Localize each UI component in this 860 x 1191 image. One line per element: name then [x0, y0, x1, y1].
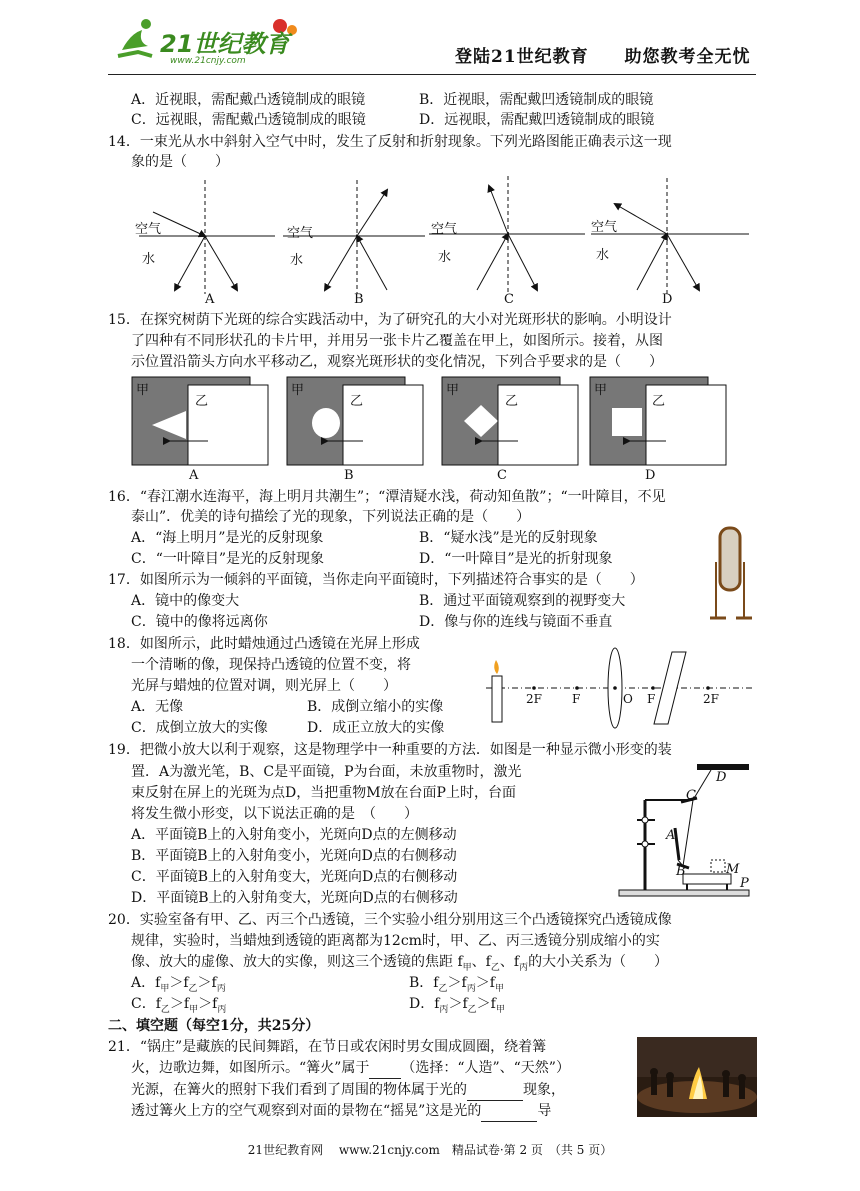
q15-yi-d: 乙 — [652, 394, 666, 409]
q13-option-d: D．远视眼，需配戴凹透镜制成的眼镜 — [419, 112, 655, 128]
header-divider — [108, 74, 756, 75]
q18-axis-o: O — [623, 692, 633, 706]
q14-air-label-c: 空气 — [431, 222, 458, 237]
q19-option-d: D．平面镜B上的入射角变大，光斑向D点的右侧移动 — [131, 890, 458, 906]
q20-opt-a-s1: 甲 — [160, 983, 170, 994]
q20-stem-line1: 20．实验室备有甲、乙、丙三个凸透镜，三个实验小组分别用这三个凸透镜探究凸透镜成像 — [108, 912, 672, 928]
q20-opt-b-f3: f — [489, 975, 495, 991]
q20-opt-b-s1: 乙 — [438, 983, 448, 994]
q20-opt-a-gt2: ＞ — [197, 975, 212, 991]
logo-text: 21世纪教育 — [160, 30, 290, 58]
q21-stem-line2 — [131, 1058, 570, 1079]
q19-stem-line4: 将发生微小形变，以下说法正确的是 （ ） — [131, 806, 418, 822]
q21-line2-text: 火，边歌边舞，如图所示。“篝火”属于 — [131, 1060, 370, 1076]
logo-url: www.21cnjy.com — [170, 56, 246, 66]
q21-line4-tail: 导 — [537, 1103, 552, 1119]
q20-opt-c-f1: f — [155, 996, 161, 1012]
q18-option-b: B．成倒立缩小的实像 — [307, 699, 444, 715]
q15-jia-b: 甲 — [291, 383, 305, 398]
q20-opt-b-f2: f — [461, 975, 467, 991]
q16-option-d: D．“一叶障目”是光的折射现象 — [419, 551, 613, 567]
q18-option-c: C．成倒立放大的实像 — [131, 720, 268, 736]
slogan-right: 助您教考全无忧 — [624, 47, 751, 67]
q20-opt-d-s1: 丙 — [439, 1004, 449, 1015]
q20-opt-b-s2: 丙 — [466, 983, 476, 994]
tilted-mirror-figure — [706, 522, 756, 626]
q14-diagram-a — [139, 180, 275, 294]
q14-air-label-b: 空气 — [287, 226, 314, 241]
q19-label-a: A — [666, 828, 676, 843]
q14-stem-line2: 象的是（ ） — [131, 154, 229, 170]
q20-sub-jia: 甲 — [462, 962, 472, 973]
q21-line3-tail: 现象， — [523, 1082, 565, 1098]
q21-stem-line1: 21．“锅庄”是藏族的民间舞蹈，在节日或农闲时男女围成圆圈，绕着篝 — [108, 1039, 547, 1055]
q13-option-c: C．远视眼，需配戴凸透镜制成的眼镜 — [131, 112, 366, 128]
q13-option-b: B．近视眼，需配戴凹透镜制成的眼镜 — [419, 92, 654, 108]
q20-opt-b-f1: f — [433, 975, 439, 991]
q15-jia-c: 甲 — [446, 383, 460, 398]
q20-sep-2: 、 — [499, 954, 514, 970]
q20-opt-a-gt1: ＞ — [169, 975, 184, 991]
header-slogan — [455, 42, 751, 67]
q18-stem-line1: 18．如图所示，此时蜡烛通过凸透镜在光屏上形成 — [108, 636, 420, 652]
q20-opt-a-f2: f — [183, 975, 189, 991]
q17-option-c: C．镜中的像将远离你 — [131, 614, 268, 630]
q21-stem-line3 — [131, 1080, 565, 1101]
q15-label-b: B — [344, 468, 354, 483]
q15-stem-line1: 15．在探究树荫下光斑的综合实践活动中，为了研究孔的大小对光斑形状的影响。小明设计 — [108, 312, 672, 328]
q19-stem-line3: 束反射在屏上的光斑为点D，当把重物M放在台面P上时，台面 — [131, 785, 516, 801]
q20-opt-c-s2: 甲 — [189, 1004, 199, 1015]
q15-label-d: D — [645, 468, 656, 483]
q14-label-c: C — [504, 292, 514, 307]
q20-opt-d-gt2: ＞ — [476, 996, 491, 1012]
q14-label-a: A — [205, 292, 215, 307]
q20-opt-d-s2: 乙 — [467, 1004, 477, 1015]
q21-line4-text: 透过篝火上方的空气观察到对面的景物在“摇晃”这是光的 — [131, 1103, 482, 1119]
q20-opt-d-gt1: ＞ — [448, 996, 463, 1012]
q19-option-a: A．平面镜B上的入射角变小，光斑向D点的左侧移动 — [131, 827, 457, 843]
q16-stem-line1: 16．“春江潮水连海平，海上明月共潮生”；“潭清疑水浅，荷动知鱼散”；“一叶障目，不见 — [108, 489, 666, 505]
q20-opt-a-s3: 丙 — [216, 983, 226, 994]
q15-jia-d: 甲 — [594, 383, 608, 398]
q20-opt-b-gt1: ＞ — [447, 975, 462, 991]
q17-stem-line1: 17．如图所示为一倾斜的平面镜，当你走向平面镜时，下列描述符合事实的是（ ） — [108, 572, 644, 588]
q19-apparatus-diagram — [615, 760, 755, 902]
q20-opt-a-f1: f — [155, 975, 161, 991]
q19-label-b: B — [676, 864, 686, 879]
q18-option-d: D．成正立放大的实像 — [307, 720, 445, 736]
q14-water-label-b: 水 — [290, 253, 304, 268]
q17-option-d: D．像与你的连线与镜面不垂直 — [419, 614, 613, 630]
q14-stem-line1: 14．一束光从水中斜射入空气中时，发生了反射和折射现象。下列光路图能正确表示这一现 — [108, 134, 672, 150]
q20-f-yi: f — [485, 954, 491, 970]
q17-option-a: A．镜中的像变大 — [131, 593, 240, 609]
q20-opt-a-s2: 乙 — [188, 983, 198, 994]
q20-option-d — [409, 994, 505, 1020]
site-logo — [108, 12, 308, 74]
q21-blank-3[interactable] — [481, 1101, 537, 1122]
q19-label-m: M — [726, 862, 740, 877]
q18-axis-f-right: F — [647, 692, 656, 706]
q20-opt-a-f3: f — [211, 975, 217, 991]
q21-line2-tail: （选择：“人造”、“天然”） — [401, 1060, 570, 1076]
q14-label-b: B — [354, 292, 364, 307]
q14-label-d: D — [662, 292, 673, 307]
q17-option-b: B．通过平面镜观察到的视野变大 — [419, 593, 626, 609]
q21-stem-line4 — [131, 1101, 551, 1122]
q20-opt-d-f1: f — [434, 996, 440, 1012]
q16-option-c: C．“一叶障目”是光的反射现象 — [131, 551, 325, 567]
q18-axis-f-left: F — [572, 692, 581, 706]
q18-axis-2f-left: 2F — [526, 692, 542, 706]
page-footer: 21世纪教育网 www.21cnjy.com 精品试卷·第 2 页 （共 5 页） — [247, 1143, 613, 1157]
q20-opt-d-f2: f — [462, 996, 468, 1012]
q20-sub-yi: 乙 — [490, 962, 500, 973]
q20-opt-c-s3: 丙 — [217, 1004, 227, 1015]
q14-water-label-c: 水 — [438, 250, 452, 265]
q19-stem-line1: 19．把微小放大以利于观察，这是物理学中一种重要的方法．如图是一种显示微小形变的装 — [108, 742, 672, 758]
q16-option-b: B．“疑水浅”是光的反射现象 — [419, 530, 598, 546]
q15-yi-a: 乙 — [195, 394, 209, 409]
section-title-fill-in: 二、填空题（每空1分，共25分） — [108, 1018, 320, 1034]
q20-opt-d-f3: f — [490, 996, 496, 1012]
q14-air-label-d: 空气 — [591, 220, 618, 235]
q14-ray-diagrams — [125, 172, 765, 312]
q20-opt-c-gt1: ＞ — [169, 996, 184, 1012]
slogan-left: 登陆21世纪教育 — [455, 47, 589, 67]
q20-opt-c-f2: f — [183, 996, 190, 1012]
q20-opt-c-s1: 乙 — [160, 1004, 170, 1015]
q14-water-label-a: 水 — [142, 252, 156, 267]
q15-stem-line3: 示位置沿箭头方向水平移动乙，观察光斑形状的变化情况，下列合乎要求的是（ ） — [131, 354, 663, 370]
q19-label-c: C — [686, 788, 696, 803]
bonfire-photo — [637, 1037, 757, 1117]
q20-stem-line2: 规律，实验时，当蜡烛到透镜的距离都为12cm时，甲、乙、丙三透镜分别成缩小的实 — [131, 933, 660, 949]
q15-label-a: A — [189, 468, 199, 483]
q18-option-a: A．无像 — [131, 699, 184, 715]
q21-blank-2[interactable] — [467, 1080, 523, 1101]
q15-yi-c: 乙 — [505, 394, 519, 409]
q15-label-c: C — [497, 468, 507, 483]
q19-label-d: D — [716, 770, 727, 785]
q21-blank-1[interactable] — [369, 1058, 401, 1079]
q19-option-c: C．平面镜B上的入射角变大，光斑向D点的右侧移动 — [131, 869, 458, 885]
q16-option-a: A．“海上明月”是光的反射现象 — [131, 530, 324, 546]
q15-jia-a: 甲 — [136, 383, 150, 398]
q15-stem-line2: 了四种有不同形状孔的卡片甲，并用另一张卡片乙覆盖在甲上，如图所示。接着，从图 — [131, 333, 663, 349]
q18-stem-line2: 一个清晰的像，现保持凸透镜的位置不变，将 — [131, 657, 411, 673]
q20-opt-c-f3: f — [212, 996, 218, 1012]
q20-opt-b-prefix: B． — [409, 975, 434, 991]
q20-opt-b-s3: 甲 — [494, 983, 504, 994]
q21-line3-text: 光源，在篝火的照射下我们看到了周围的物体属于光的 — [131, 1082, 467, 1098]
q19-option-b: B．平面镜B上的入射角变小，光斑向D点的右侧移动 — [131, 848, 457, 864]
q20-opt-a-prefix: A． — [131, 975, 156, 991]
q14-air-label-a: 空气 — [135, 222, 162, 237]
q20-opt-d-prefix: D． — [409, 996, 435, 1012]
q20-opt-d-s3: 甲 — [495, 1004, 505, 1015]
q18-axis-2f-right: 2F — [703, 692, 719, 706]
q19-label-p: P — [740, 876, 749, 891]
q20-sep-1: 、 — [471, 954, 486, 970]
q13-option-a: A．近视眼，需配戴凸透镜制成的眼镜 — [131, 92, 366, 108]
q20-sub-bing: 丙 — [519, 962, 529, 973]
q18-lens-diagram — [482, 646, 762, 736]
q20-opt-b-gt2: ＞ — [475, 975, 490, 991]
q16-stem-line2: 泰山”．优美的诗句描绘了光的现象，下列说法正确的是（ ） — [131, 509, 531, 525]
q18-stem-line3: 光屏与蜡烛的位置对调，则光屏上（ ） — [131, 678, 397, 694]
q15-card-diagrams — [130, 375, 730, 467]
q20-f-bing: f — [513, 954, 520, 970]
q14-diagram-d — [591, 178, 749, 294]
q15-yi-b: 乙 — [350, 394, 364, 409]
q20-opt-c-gt2: ＞ — [198, 996, 213, 1012]
q14-water-label-d: 水 — [596, 248, 610, 263]
q20-line3-part1: 像、放大的虚像、放大的实像，则这三个透镜的焦距 f — [131, 954, 463, 970]
q20-line3-part2: 的大小关系为（ ） — [528, 954, 669, 970]
q20-opt-c-prefix: C． — [131, 996, 156, 1012]
q19-stem-line2: 置．A为激光笔，B、C是平面镜，P为台面，未放重物时，激光 — [131, 764, 522, 780]
